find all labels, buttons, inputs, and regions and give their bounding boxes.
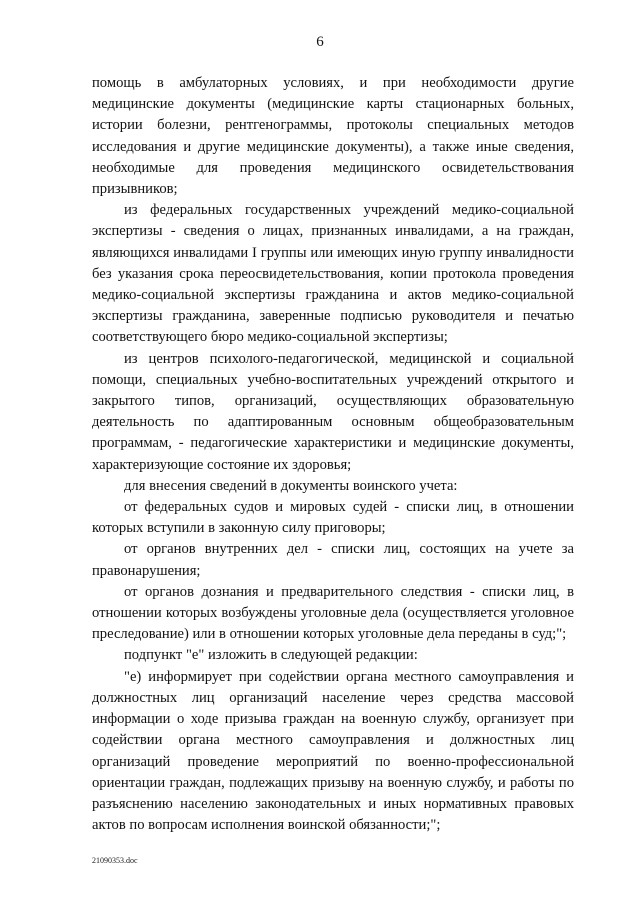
- paragraph: подпункт "е" изложить в следующей редакции:: [124, 647, 418, 664]
- file-name-footer: 21090353.doc: [92, 856, 138, 865]
- paragraph: от органов дознания и предварительного следствия - списки лиц, в отношении которых возбуждены уголовные дела (осуществляется уголовное преследование) или в отношении которых уголовные дела переданы в суд;";: [92, 583, 574, 643]
- paragraph: "е) информирует при содействии органа местного самоуправления и должностных лиц организаций население через средства массовой информации о ходе призыва граждан на военную службу, организует при содействии органа местного самоуправления и должностных лиц организаций проведение мероприятий по военно-профессиональной ориентации граждан, подлежащих призыву на военную службу, и работы по разъяснению населению законодательных и иных нормативных правовых актов по вопросам исполнения воинской обязанности;";: [92, 668, 574, 834]
- paragraph: от органов внутренних дел - списки лиц, состоящих на учете за правонарушения;: [92, 541, 574, 579]
- paragraph: помощь в амбулаторных условиях, и при необходимости другие медицинские документы (медицинские карты стационарных больных, истории болезни, рентгенограммы, протоколы специальных методов исследования и другие медицинские документы), а также иные сведения, необходимые для проведения медицинского освидетельствования призывников;: [92, 75, 574, 198]
- paragraph: для внесения сведений в документы воинского учета:: [124, 477, 458, 494]
- page-number: 6: [316, 34, 324, 50]
- paragraph: из федеральных государственных учреждений медико-социальной экспертизы - сведения о лицах, признанных инвалидами, а на граждан, являющихся инвалидами I группы или имеющих иную группу инвалидности без указания срока переосвидетельствования, копии протокола проведения медико-социальной экспертизы гражданина и актов медико-социальной экспертизы гражданина, заверенные подписью руководителя и печатью соответствующего бюро медико-социальной экспертизы;: [92, 202, 574, 346]
- paragraph: от федеральных судов и мировых судей - списки лиц, в отношении которых вступили в законную силу приговоры;: [92, 499, 574, 537]
- document-body: [92, 73, 574, 836]
- paragraph: из центров психолого-педагогической, медицинской и социальной помощи, специальных учебно-воспитательных учреждений открытого и закрытого типов, организаций, осуществляющих образовательную деятельность по адаптированным основным общеобразовательным программам, - педагогические характеристики и медицинские документы, характеризующие состояние их здоровья;: [92, 350, 574, 473]
